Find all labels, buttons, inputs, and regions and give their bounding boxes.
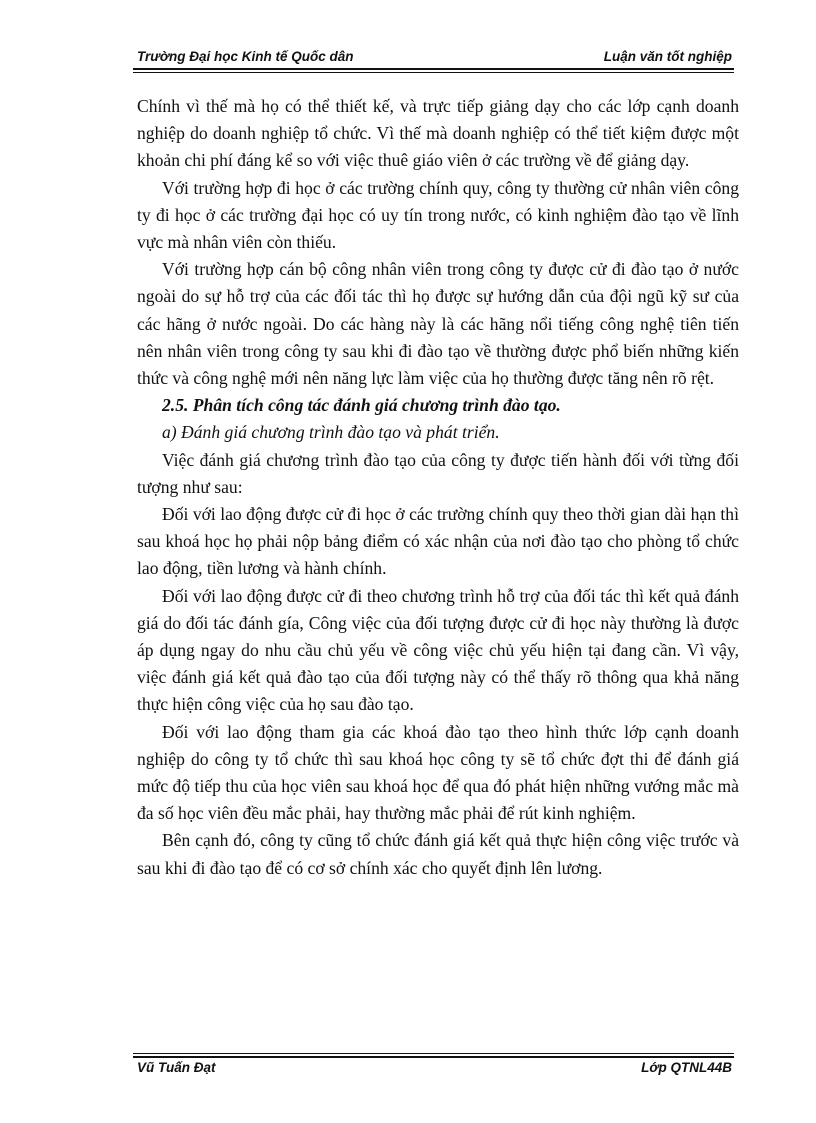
footer-rule-thin	[133, 1053, 734, 1054]
section-heading: 2.5. Phân tích công tác đánh giá chương trình đào tạo.	[162, 395, 561, 416]
header-rule-thick	[133, 68, 734, 70]
paragraph: Với trường hợp cán bộ công nhân viên trong công ty được cử đi đào tạo ở nước ngoài do sự hỗ trợ của các đối tác thì họ được sự hướng dẫn của đội ngũ kỹ sư của các hãng ở nước ngoài. Do các hàng này là các hãng nổi tiếng công nghệ tiên tiến nên nhân viên trong công ty sau khi đi đào tạo về thường được phổ biến những kiến thức và công nghệ mới nên năng lực làm việc của họ thường được tăng nên rõ rệt.	[137, 259, 739, 389]
header-document-type: Luận văn tốt nghiệp	[603, 49, 732, 64]
header-rule-thin	[133, 72, 734, 73]
header-institution: Trường Đại học Kinh tế Quốc dân	[137, 49, 354, 64]
page-header	[133, 47, 734, 69]
paragraph: Việc đánh giá chương trình đào tạo của công ty được tiến hành đối với từng đối tượng như sau:	[137, 449, 739, 497]
footer-author: Vũ Tuấn Đạt	[137, 1060, 216, 1075]
paragraph: Chính vì thế mà họ có thể thiết kế, và trực tiếp giảng dạy cho các lớp cạnh doanh nghiệp do doanh nghiệp tổ chức. Vì thế mà doanh nghiệp có thể tiết kiệm được một khoản chi phí đáng kể so với việc thuê giáo viên ở các trường về để giảng dạy.	[137, 96, 739, 171]
paragraph: Đối với lao động được cử đi theo chương trình hỗ trợ của đối tác thì kết quả đánh giá do đối tác đánh gía, Công việc của đối tượng được cử đi học này thường là được áp dụng ngay do nhu cầu chủ yếu về công việc chủ yếu hiện tại đang cần. Vì vậy, việc đánh giá kết quả đào tạo của đối tượng này có thể thấy rõ thông qua khả năng thực hiện công việc của họ sau đào tạo.	[137, 585, 739, 715]
footer-class: Lớp QTNL44B	[641, 1060, 732, 1075]
paragraph: Với trường hợp đi học ở các trường chính quy, công ty thường cử nhân viên công ty đi học ở các trường đại học có uy tín trong nước, có kinh nghiệm đào tạo về lĩnh vực mà nhân viên còn thiếu.	[137, 177, 739, 253]
paragraph: Đối với lao động được cử đi học ở các trường chính quy theo thời gian dài hạn thì sau khoá học họ phải nộp bảng điểm có xác nhận của nơi đào tạo cho phòng tổ chức lao động, tiền lương và hành chính.	[137, 504, 739, 579]
paragraph: Đối với lao động tham gia các khoá đào tạo theo hình thức lớp cạnh doanh nghiệp do công ty tổ chức thì sau khoá học công ty sẽ tổ chức đợt thi để đánh giá mức độ tiếp thu của học viên sau khoá học để qua đó phát hiện những vướng mắc mà đa số học viên đều mắc phải, hay thường mắc phải để rút kinh nghiệm.	[137, 721, 739, 824]
page-footer	[133, 1058, 734, 1080]
subsection-heading: a) Đánh giá chương trình đào tạo và phát triển.	[162, 422, 500, 443]
document-body	[137, 93, 739, 882]
paragraph: Bên cạnh đó, công ty cũng tổ chức đánh giá kết quả thực hiện công việc trước và sau khi đi đào tạo để có cơ sở chính xác cho quyết định lên lương.	[137, 830, 739, 878]
